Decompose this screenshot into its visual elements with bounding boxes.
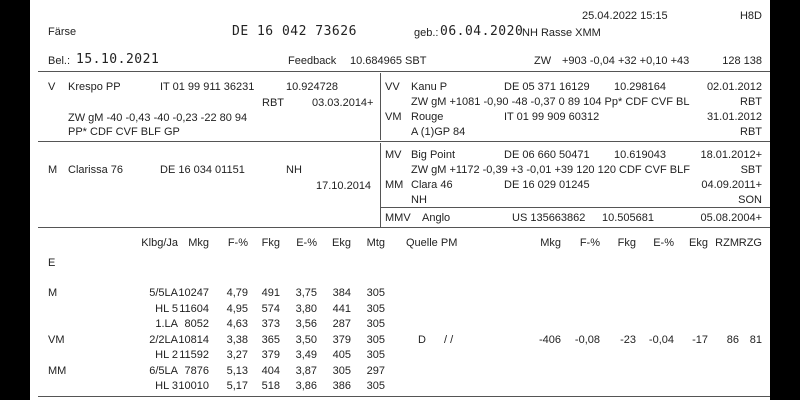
cell-mtg: 305 bbox=[366, 287, 385, 299]
pm-rzm: 86 bbox=[726, 334, 739, 346]
mmv-date: 05.08.2004+ bbox=[700, 212, 762, 224]
cell-fp: 4,95 bbox=[226, 303, 248, 315]
divider-mid bbox=[38, 141, 770, 142]
vv-tag: VV bbox=[385, 81, 400, 93]
pm-ekg: -17 bbox=[692, 334, 708, 346]
hdr-fkg: Fkg bbox=[261, 237, 280, 249]
cell-ekg: 441 bbox=[332, 303, 351, 315]
cell-mkg: 8052 bbox=[184, 318, 209, 330]
v-id: IT 01 99 911 36231 bbox=[160, 81, 255, 93]
m-nh: NH bbox=[286, 164, 302, 176]
mm-name: Clara 46 bbox=[411, 179, 453, 191]
vm-id: IT 01 99 909 60312 bbox=[504, 111, 600, 123]
v-number: 10.924728 bbox=[286, 81, 338, 93]
zw-label: ZW bbox=[534, 55, 552, 67]
cell-mtg: 305 bbox=[366, 303, 385, 315]
cell-ep: 3,49 bbox=[295, 349, 317, 361]
pm-fp: -0,08 bbox=[574, 334, 600, 346]
row-tag: MM bbox=[48, 365, 67, 377]
mv-date: 18.01.2012+ bbox=[700, 149, 762, 161]
cell-ep: 3,80 bbox=[295, 303, 317, 315]
hdr-mkg: Mkg bbox=[188, 237, 209, 249]
cell-klbg: HL 3 bbox=[155, 380, 178, 392]
cell-fkg: 518 bbox=[261, 380, 280, 392]
mmv-name: Anglo bbox=[422, 212, 451, 224]
cell-fkg: 574 bbox=[261, 303, 280, 315]
vv-date: 02.01.2012 bbox=[706, 81, 762, 93]
bel-date: 15.10.2021 bbox=[76, 52, 160, 67]
mv-number: 10.619043 bbox=[614, 149, 666, 161]
mv-tag: MV bbox=[385, 149, 402, 161]
m-id: DE 16 034 01151 bbox=[160, 164, 245, 176]
cell-mkg: 10010 bbox=[178, 380, 209, 392]
pm-quelle: D bbox=[418, 334, 426, 346]
mmv-id: US 135663862 bbox=[512, 212, 586, 224]
cell-mkg: 7876 bbox=[184, 365, 209, 377]
hdr-klbg: Klbg/Ja bbox=[141, 237, 178, 249]
hdr-rzm: RZM bbox=[715, 237, 739, 249]
hdr-mtg: Mtg bbox=[366, 237, 385, 249]
cell-ep: 3,50 bbox=[295, 334, 317, 346]
v-rbt: RBT bbox=[262, 97, 284, 109]
hdr-rzg: RZG bbox=[738, 237, 762, 249]
vm-rbt: RBT bbox=[740, 126, 762, 138]
m-date: 17.10.2014 bbox=[316, 180, 372, 192]
cell-ekg: 384 bbox=[332, 287, 351, 299]
cell-mkg: 10247 bbox=[178, 287, 209, 299]
birth-breed: NH Rasse XMM bbox=[522, 27, 601, 39]
mv-zw: ZW gM +1172 -0,39 +3 -0,01 +39 120 120 CDF CVF BLF bbox=[411, 164, 690, 176]
hdr-pm-fp: F-% bbox=[579, 237, 600, 249]
pm-rzg: 81 bbox=[749, 334, 762, 346]
cell-klbg: 5/5LA bbox=[149, 287, 178, 299]
cell-fkg: 365 bbox=[261, 334, 280, 346]
vv-rbt: RBT bbox=[740, 96, 762, 108]
vm-name: Rouge bbox=[411, 111, 444, 123]
cell-fp: 4,79 bbox=[226, 287, 248, 299]
hdr-pm-ekg: Ekg bbox=[689, 237, 708, 249]
vv-number: 10.298164 bbox=[614, 81, 666, 93]
divider-mmv bbox=[381, 207, 770, 208]
hdr-pm-mkg: Mkg bbox=[540, 237, 561, 249]
m-name: Clarissa 76 bbox=[68, 164, 124, 176]
cell-klbg: 1.LA bbox=[155, 318, 178, 330]
feedback-value: 10.684965 SBT bbox=[350, 55, 427, 67]
row-tag: VM bbox=[48, 334, 65, 346]
mm-id: DE 16 029 01245 bbox=[504, 179, 590, 191]
cell-mkg: 11604 bbox=[179, 303, 209, 315]
divider-perf bbox=[38, 227, 770, 228]
vv-id: DE 05 371 16129 bbox=[504, 81, 590, 93]
zw-values: +903 -0,04 +32 +0,10 +43 bbox=[562, 55, 690, 67]
feedback-label: Feedback bbox=[288, 55, 337, 67]
v-tag: V bbox=[48, 81, 56, 93]
vv-name: Kanu P bbox=[411, 81, 448, 93]
v-zw: ZW gM -40 -0,43 -40 -0,23 -22 80 94 bbox=[68, 112, 248, 124]
document-page bbox=[30, 0, 770, 400]
cell-fp: 3,38 bbox=[226, 334, 248, 346]
cell-mtg: 305 bbox=[366, 349, 385, 361]
divider-top bbox=[38, 71, 770, 72]
mv-sbt: SBT bbox=[740, 164, 762, 176]
bel-label: Bel.: bbox=[48, 55, 71, 67]
cell-ep: 3,87 bbox=[295, 365, 317, 377]
cell-fp: 5,17 bbox=[226, 380, 248, 392]
pm-mkg: -406 bbox=[538, 334, 561, 346]
row-tag: M bbox=[48, 287, 58, 299]
cell-klbg: 6/5LA bbox=[149, 365, 178, 377]
cell-klbg: HL 2 bbox=[155, 349, 178, 361]
birth-date: 06.04.2020 bbox=[440, 24, 524, 39]
pm-ep: -0,04 bbox=[648, 334, 674, 346]
vm-a: A (1)GP 84 bbox=[411, 126, 466, 138]
divider-bottom bbox=[38, 396, 770, 397]
cell-ekg: 386 bbox=[332, 380, 351, 392]
cell-mkg: 10814 bbox=[178, 334, 209, 346]
birth-label: geb.: bbox=[414, 27, 439, 39]
animal-id: DE 16 042 73626 bbox=[232, 24, 357, 39]
v-codes: PP* CDF CVF BLF GP bbox=[68, 126, 180, 138]
cell-mtg: 305 bbox=[366, 380, 385, 392]
vm-tag: VM bbox=[385, 111, 402, 123]
mm-son: SON bbox=[738, 194, 762, 206]
mv-name: Big Point bbox=[411, 149, 456, 161]
report-code: H8D bbox=[739, 10, 762, 22]
hdr-fp: F-% bbox=[227, 237, 248, 249]
cell-ep: 3,75 bbox=[295, 287, 317, 299]
v-date: 03.03.2014+ bbox=[312, 97, 374, 109]
vv-zw: ZW gM +1081 -0,90 -48 -0,37 0 89 104 Pp* CDF CVF BL bbox=[411, 96, 690, 108]
cell-fp: 3,27 bbox=[226, 349, 248, 361]
zw-last: 128 138 bbox=[722, 55, 762, 67]
cell-ekg: 405 bbox=[332, 349, 351, 361]
vm-date: 31.01.2012 bbox=[706, 111, 762, 123]
cell-fp: 5,13 bbox=[226, 365, 248, 377]
cell-ekg: 305 bbox=[332, 365, 351, 377]
cell-mkg: 11592 bbox=[179, 349, 209, 361]
hdr-pm-fkg: Fkg bbox=[617, 237, 636, 249]
cell-fkg: 379 bbox=[261, 349, 280, 361]
cell-ep: 3,56 bbox=[295, 318, 317, 330]
cell-fkg: 491 bbox=[261, 287, 280, 299]
mm-date: 04.09.2011+ bbox=[701, 179, 762, 191]
divider-v-vertical bbox=[380, 73, 381, 140]
print-datetime: 25.04.2022 15:15 bbox=[582, 10, 668, 22]
divider-m-vertical bbox=[380, 143, 381, 227]
v-name: Krespo PP bbox=[68, 81, 121, 93]
hdr-quelle-pm: Quelle PM bbox=[406, 237, 458, 249]
mm-tag: MM bbox=[385, 179, 404, 191]
e-label: E bbox=[48, 257, 56, 269]
cell-fkg: 404 bbox=[261, 365, 280, 377]
pm-fkg: -23 bbox=[620, 334, 636, 346]
mmv-number: 10.505681 bbox=[602, 212, 654, 224]
mmv-tag: MMV bbox=[385, 212, 411, 224]
cell-fp: 4,63 bbox=[226, 318, 248, 330]
hdr-ep: E-% bbox=[296, 237, 317, 249]
pm-slashes: / / bbox=[444, 334, 454, 346]
m-tag: M bbox=[48, 164, 58, 176]
cell-ep: 3,86 bbox=[295, 380, 317, 392]
animal-sex: Färse bbox=[48, 26, 77, 38]
mm-nh: NH bbox=[411, 194, 427, 206]
cell-klbg: 2/2LA bbox=[149, 334, 178, 346]
cell-fkg: 373 bbox=[261, 318, 280, 330]
mv-id: DE 06 660 50471 bbox=[504, 149, 590, 161]
cell-mtg: 297 bbox=[366, 365, 385, 377]
hdr-ekg: Ekg bbox=[332, 237, 351, 249]
cell-klbg: HL 5 bbox=[155, 303, 178, 315]
cell-ekg: 287 bbox=[332, 318, 351, 330]
cell-mtg: 305 bbox=[366, 334, 385, 346]
cell-ekg: 379 bbox=[332, 334, 351, 346]
hdr-pm-ep: E-% bbox=[653, 237, 674, 249]
cell-mtg: 305 bbox=[366, 318, 385, 330]
